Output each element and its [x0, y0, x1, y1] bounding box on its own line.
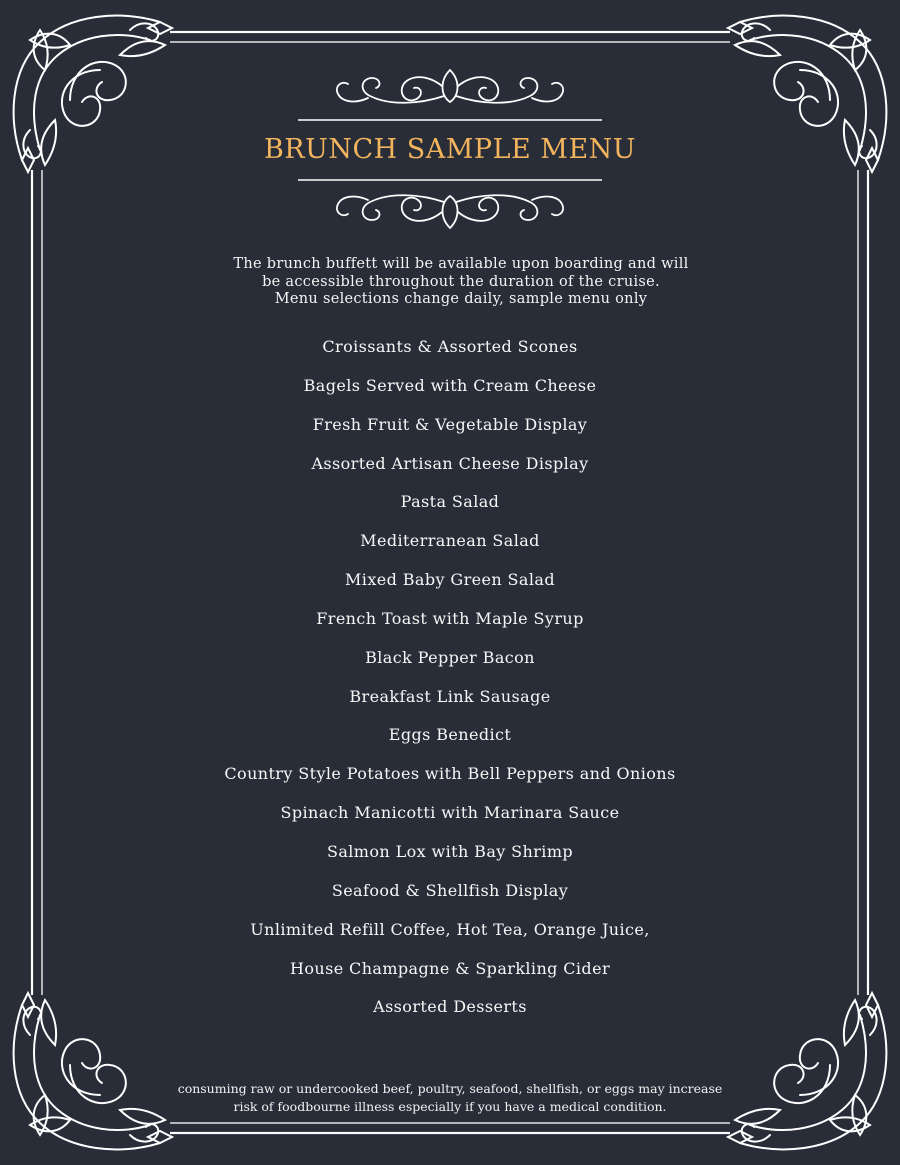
menu-item: Black Pepper Bacon [365, 647, 535, 667]
menu-item: Seafood & Shellfish Display [331, 880, 569, 900]
menu-item: Fresh Fruit & Vegetable Display [312, 414, 588, 434]
menu-item: Mixed Baby Green Salad [345, 570, 555, 590]
food-safety-disclaimer [0, 1080, 900, 1116]
menu-item: Assorted Desserts [373, 997, 527, 1017]
menu-item: House Champagne & Sparkling Cider [290, 958, 610, 978]
menu-item: Bagels Served with Cream Cheese [303, 375, 597, 395]
disclaimer-line: risk of foodbourne illness especially if you have a medical condition. [233, 1099, 667, 1114]
intro-line: Menu selections change daily, sample menu only [274, 291, 648, 307]
title-flourish-icon [337, 70, 563, 103]
intro-text [0, 256, 900, 309]
menu-item-list [0, 335, 900, 1034]
menu-item: Salmon Lox with Bay Shrimp [326, 841, 574, 861]
intro-line: be accessible throughout the duration of the cruise. [262, 273, 660, 290]
menu-item: Croissants & Assorted Scones [322, 337, 578, 356]
menu-item: French Toast with Maple Syrup [316, 608, 584, 628]
menu-item: Breakfast Link Sausage [349, 686, 551, 706]
title-flourish-icon [337, 195, 563, 228]
menu-title: BRUNCH SAMPLE MENU [263, 134, 637, 165]
menu-item: Assorted Artisan Cheese Display [311, 453, 589, 473]
menu-item: Mediterranean Salad [360, 531, 540, 551]
menu-item: Spinach Manicotti with Marinara Sauce [280, 803, 620, 823]
menu-item: Eggs Benedict [388, 725, 512, 745]
intro-line: The brunch buffett will be available upon boarding and will [233, 256, 689, 272]
menu-item: Pasta Salad [400, 492, 500, 512]
menu-item: Country Style Potatoes with Bell Peppers and Onions [224, 764, 676, 784]
menu-item: Unlimited Refill Coffee, Hot Tea, Orange Juice, [250, 919, 650, 939]
disclaimer-line: consuming raw or undercooked beef, poultry, seafood, shellfish, or eggs may increase [177, 1081, 723, 1096]
